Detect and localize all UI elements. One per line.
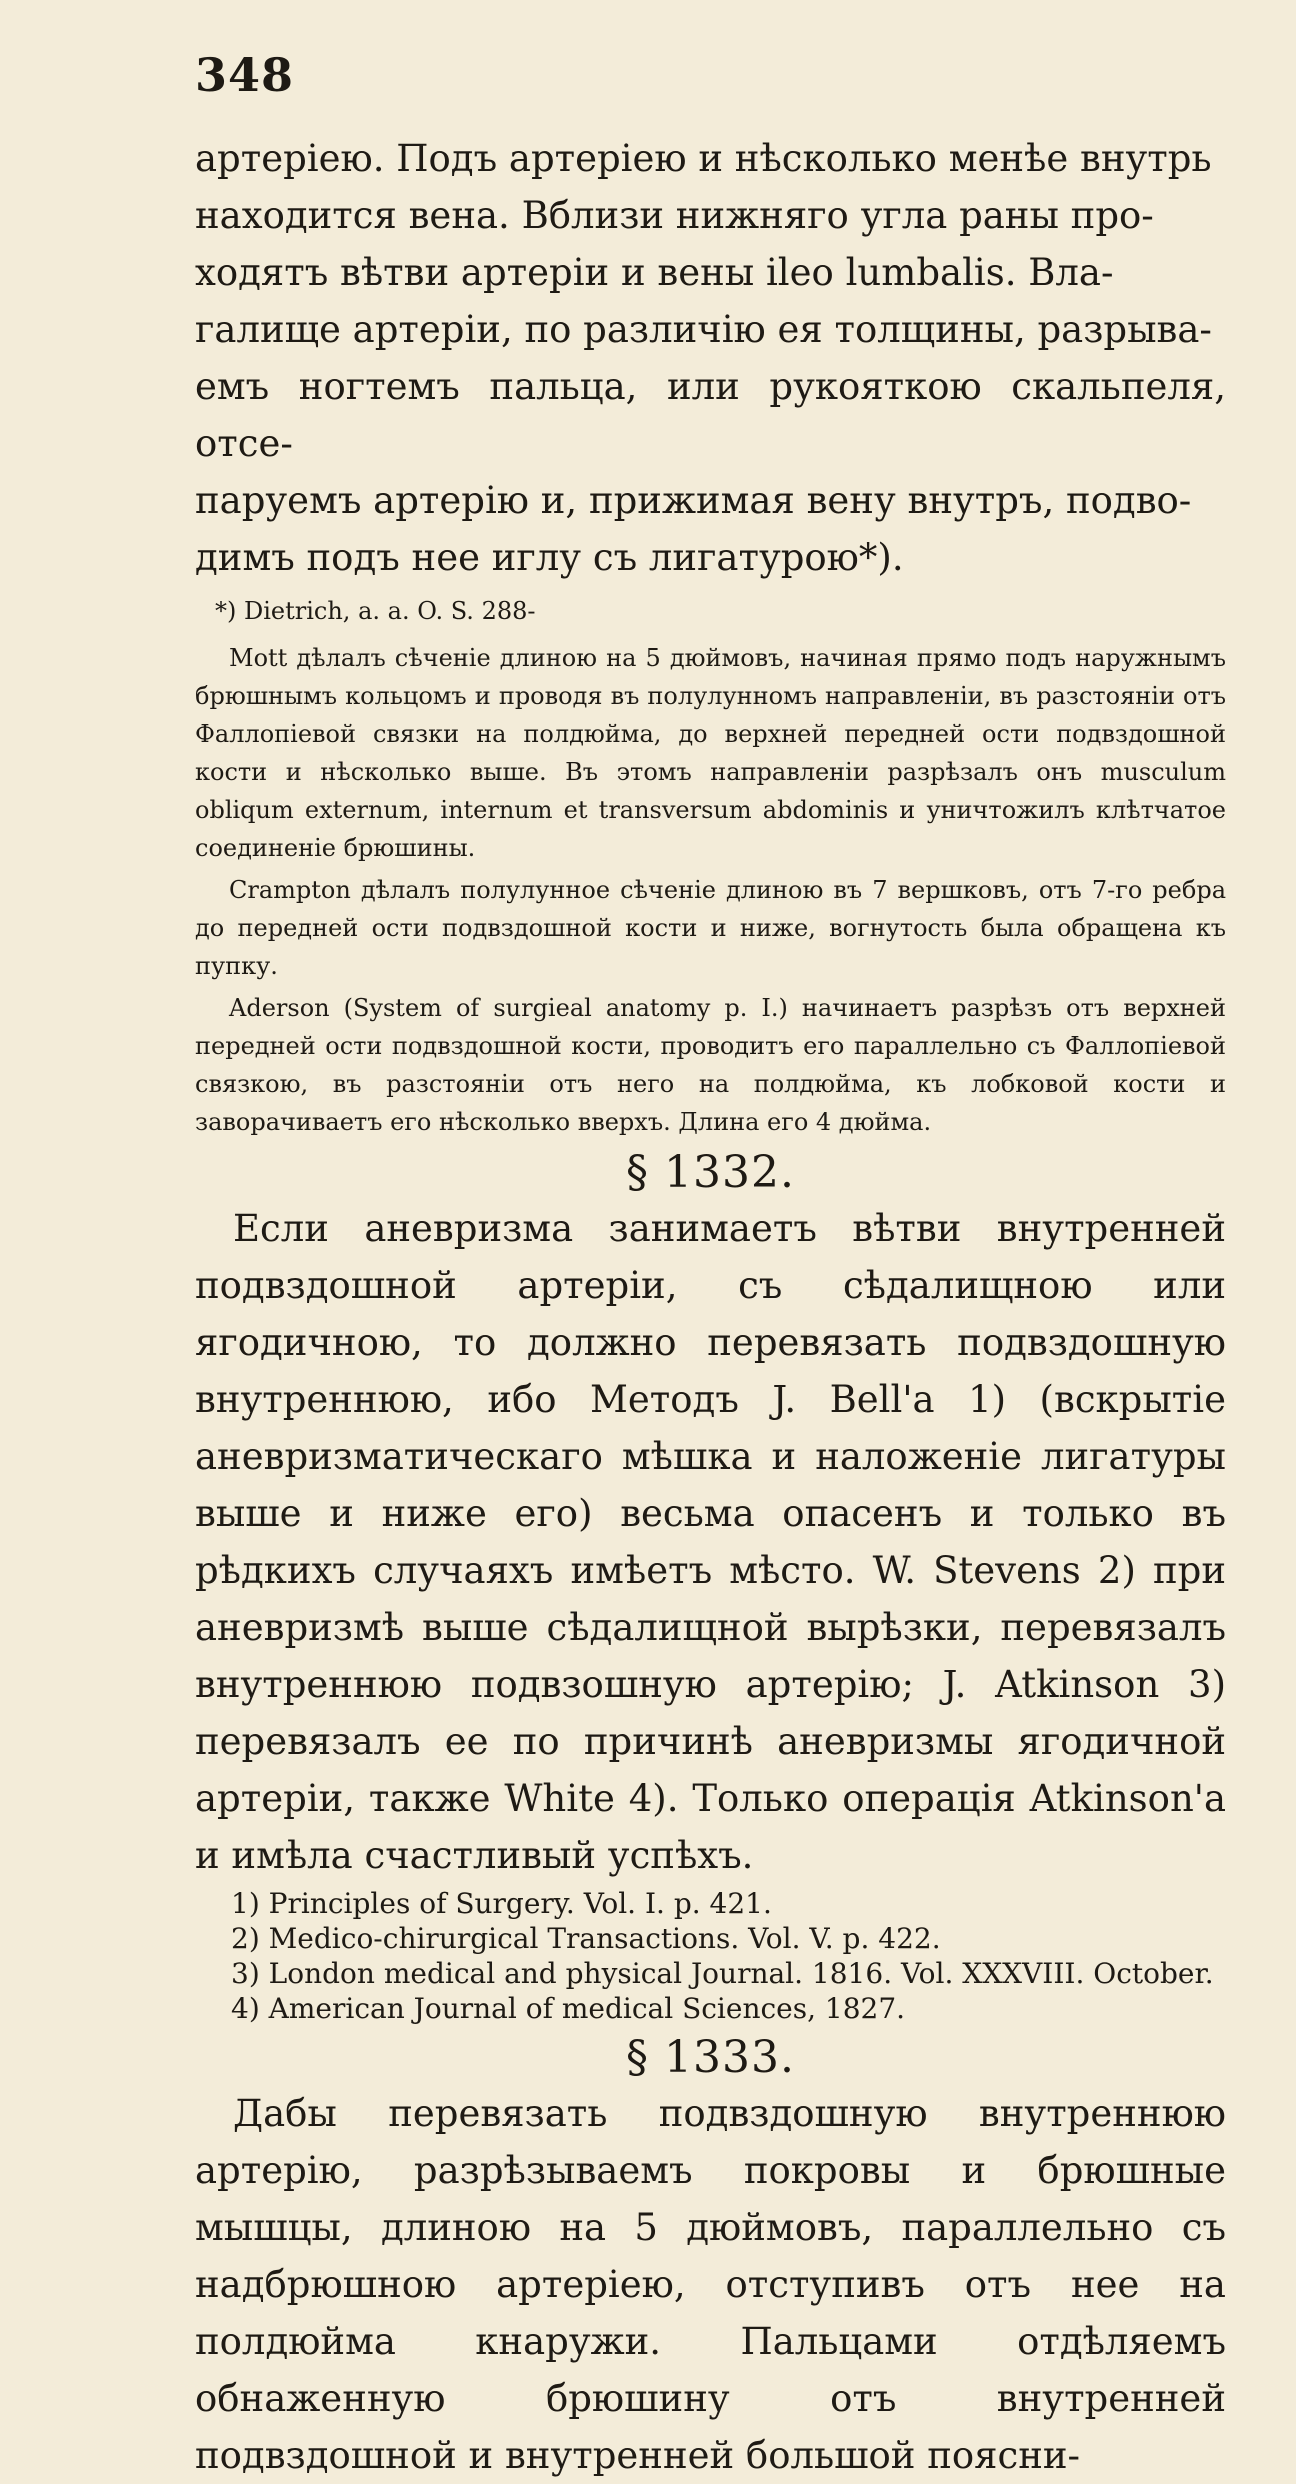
reference-item: 3) London medical and physical Journal. 1816. Vol. XXXVIII. October. [231,1957,1214,1990]
section-1332-text: Если аневризма занимаетъ вѣтви внутренней подвздошной артеріи, съ сѣдалищною или ягодичною, то должно перевязать подвздошную внутреннюю, ибо Методъ J. Bell'а 1) (вскрытіе аневризматическаго мѣшка и наложеніе лигатуры выше и ниже его) весьма опасенъ и только въ рѣдкихъ случаяхъ имѣетъ мѣсто. W. Stevens 2) при аневризмѣ выше сѣдалищной вырѣзки, перевязалъ внутреннюю подвзошную артерію; J. Atkinson 3) перевязалъ ее по причинѣ аневризмы ягодичной артеріи, также White 4). Только операція Atkinson'а и имѣла счастливый успѣхъ. [195,1207,1226,1877]
section-heading-1333: § 1333. [626,2032,795,2083]
notes-block [195,639,1226,1141]
page-number: 348 [195,48,295,102]
note-mott: Mott дѣлалъ сѣченіе длиною на 5 дюймовъ, начиная прямо подъ наружнымъ брюшнымъ кольцомъ и проводя въ полулунномъ направленіи, въ разстояніи отъ Фаллопіевой связки на полдюйма, до верхней передней ости подвздошной кости и нѣсколько выше. Въ этомъ направленіи разрѣзалъ онъ musculum obliqum externum, internum et transversum abdominis и уничтожилъ клѣтчатое соединеніе брюшины. [195,644,1226,862]
section-heading-1332: § 1332. [626,1147,795,1198]
references-list [195,1886,1226,2026]
text-line: находится вена. Вблизи нижняго угла раны про- [195,194,1154,237]
text-line: артеріею. Подъ артеріею и нѣсколько менѣе внутрь [195,137,1212,180]
reference-item: 4) American Journal of medical Sciences, 1827. [231,1992,906,2025]
section-1333-text: Дабы перевязать подвздошную внутреннюю артерію, разрѣзываемъ покровы и брюшные мышцы, длиною на 5 дюймовъ, параллельно съ надбрюшною артеріею, отступивъ отъ нее на полдюйма кнаружи. Пальцами отдѣляемъ обнаженную брюшину отъ внутренней подвздошной и внутренней большой поясни- [195,2092,1226,2477]
note-crampton: Crampton дѣлалъ полулунное сѣченіе длиною въ 7 вершковъ, отъ 7-го ребра до передней ости подвздошной кости и ниже, вогнутость была обращена къ пупку. [195,876,1226,980]
note-aderson: Aderson (System of surgieal anatomy p. I.) начинаетъ разрѣзъ отъ верхней передней ости подвздошной кости, проводитъ его параллельно съ Фаллопіевой связкою, въ разстояніи отъ него на полдюйма, къ лобковой кости и заворачиваетъ его нѣсколько вверхъ. Длина его 4 дюйма. [195,994,1226,1136]
reference-item: 2) Medico-chirurgical Transactions. Vol. V. p. 422. [231,1922,941,1955]
text-line: димъ подъ нее иглу съ лигатурою*). [195,536,904,579]
footnote-reference: *) Dietrich, a. a. O. S. 288- [215,597,536,625]
reference-item: 1) Principles of Surgery. Vol. I. p. 421. [231,1887,772,1920]
text-line: емъ ногтемъ пальца, или рукояткою скальпеля, отсе- [195,365,1226,465]
text-line: ходятъ вѣтви артеріи и вены ileo lumbalis. Вла- [195,251,1114,294]
intro-text [195,130,1226,586]
text-line: паруемъ артерію и, прижимая вену внутръ, подво- [195,479,1192,522]
text-line: галище артеріи, по различію ея толщины, разрыва- [195,308,1212,351]
